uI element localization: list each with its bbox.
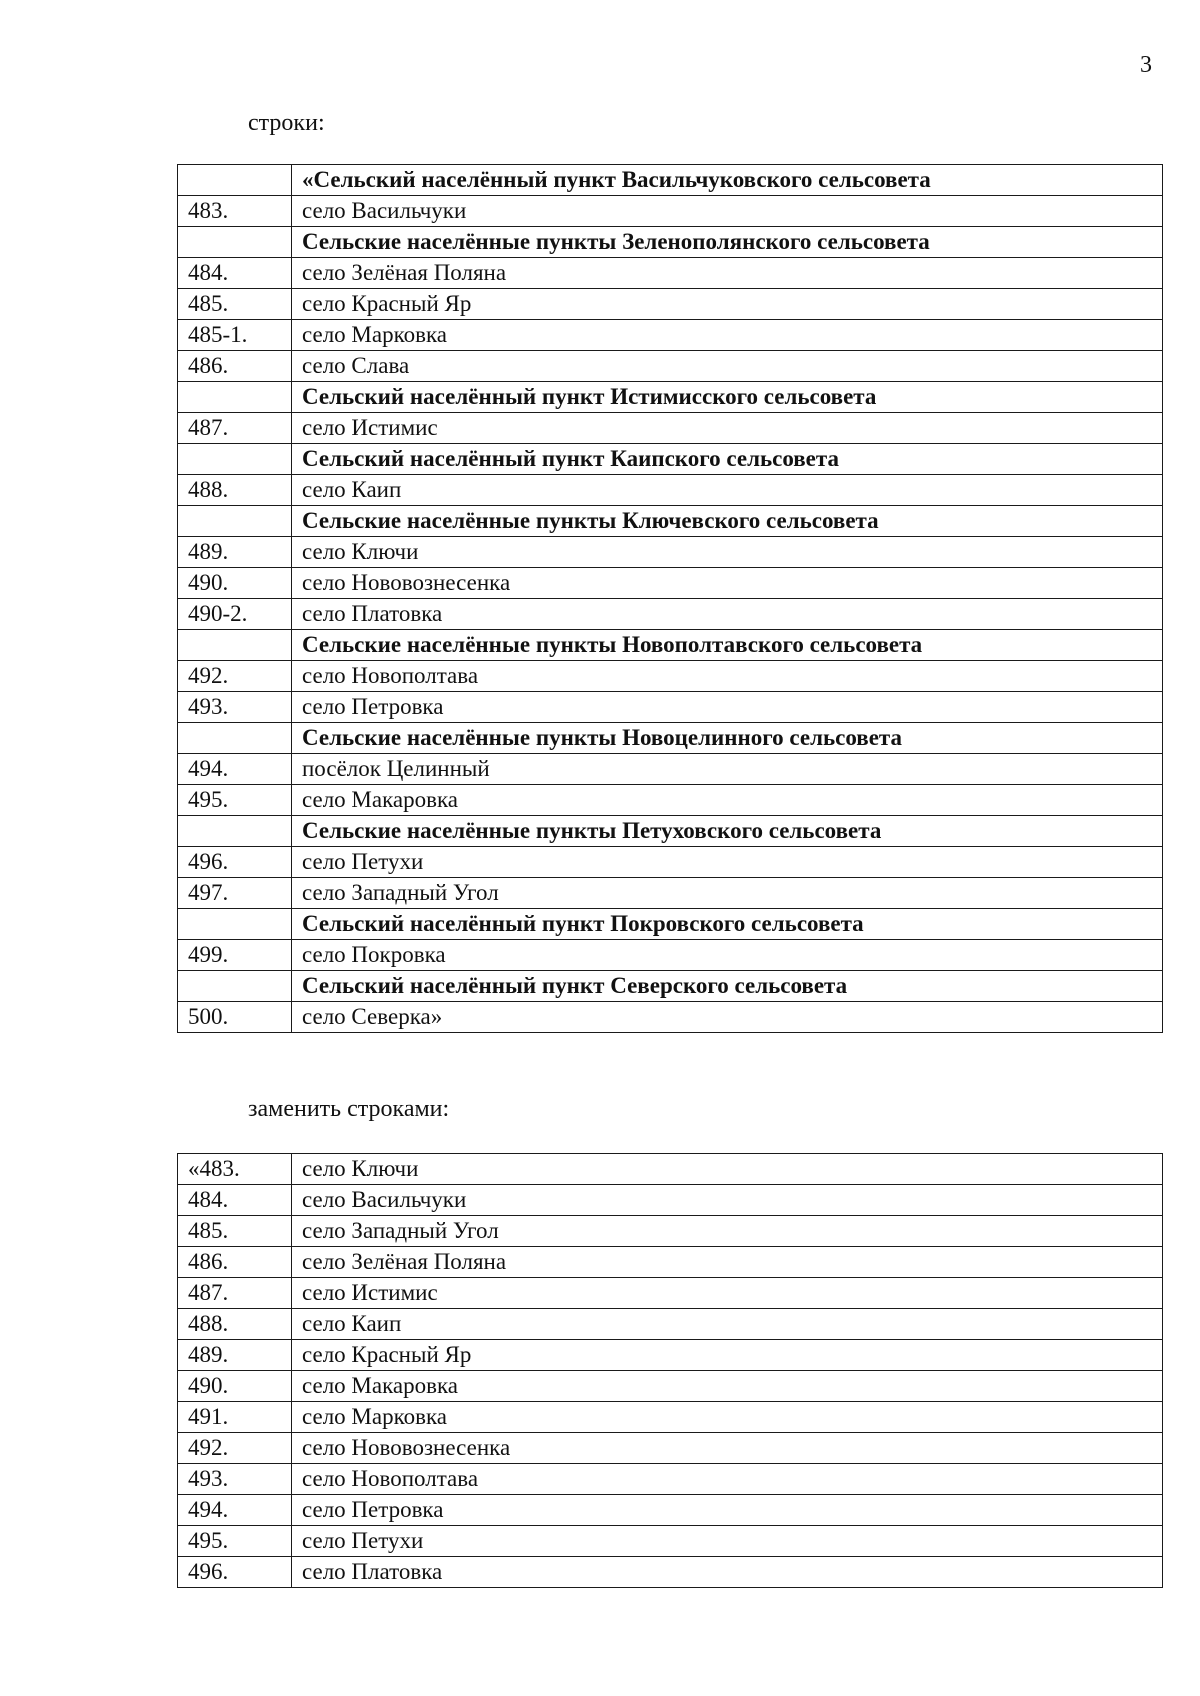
group-heading-cell: Сельский населённый пункт Покровского сельсовета [292, 909, 1163, 940]
settlement-name-cell: село Нововознесенка [292, 568, 1163, 599]
table-row [178, 1526, 1163, 1557]
table-row [178, 1433, 1163, 1464]
row-number-cell: 492. [178, 1433, 292, 1464]
row-number-cell [178, 227, 292, 258]
table-row [178, 1557, 1163, 1588]
settlement-name-cell: село Истимис [292, 1278, 1163, 1309]
table-row [178, 1247, 1163, 1278]
settlement-name-cell: село Каип [292, 1309, 1163, 1340]
row-number-cell: 485. [178, 1216, 292, 1247]
settlement-name-cell: село Петухи [292, 847, 1163, 878]
row-number-cell [178, 909, 292, 940]
row-number-cell: 486. [178, 351, 292, 382]
row-number-cell [178, 971, 292, 1002]
table-row [178, 413, 1163, 444]
settlement-name-cell: село Ключи [292, 537, 1163, 568]
table-row [178, 1185, 1163, 1216]
table-row [178, 692, 1163, 723]
settlement-name-cell: село Марковка [292, 320, 1163, 351]
intro-label: строки: [248, 110, 325, 136]
group-heading-cell: Сельский населённый пункт Северского сельсовета [292, 971, 1163, 1002]
row-number-cell [178, 444, 292, 475]
row-number-cell: 494. [178, 754, 292, 785]
row-number-cell [178, 506, 292, 537]
table-group-row [178, 444, 1163, 475]
row-number-cell: 493. [178, 1464, 292, 1495]
group-heading-cell: Сельские населённые пункты Новополтавского сельсовета [292, 630, 1163, 661]
table-row [178, 475, 1163, 506]
row-number-cell: 492. [178, 661, 292, 692]
settlement-name-cell: село Новополтава [292, 1464, 1163, 1495]
row-number-cell: 489. [178, 537, 292, 568]
row-number-cell: 487. [178, 413, 292, 444]
settlement-name-cell: село Новополтава [292, 661, 1163, 692]
table-group-row [178, 723, 1163, 754]
new-rows-table [177, 1153, 1163, 1588]
row-number-cell: 485-1. [178, 320, 292, 351]
settlement-name-cell: посёлок Целинный [292, 754, 1163, 785]
table-row [178, 1216, 1163, 1247]
row-number-cell: 500. [178, 1002, 292, 1033]
table-group-row [178, 971, 1163, 1002]
table-row [178, 878, 1163, 909]
table-row [178, 847, 1163, 878]
settlement-name-cell: село Западный Угол [292, 878, 1163, 909]
group-heading-cell: Сельские населённые пункты Ключевского сельсовета [292, 506, 1163, 537]
table-row [178, 1154, 1163, 1185]
row-number-cell: 488. [178, 475, 292, 506]
table-row [178, 940, 1163, 971]
settlement-name-cell: село Западный Угол [292, 1216, 1163, 1247]
row-number-cell: «483. [178, 1154, 292, 1185]
table-row [178, 1340, 1163, 1371]
settlement-name-cell: село Каип [292, 475, 1163, 506]
table-row [178, 258, 1163, 289]
row-number-cell: 491. [178, 1402, 292, 1433]
table-row [178, 1402, 1163, 1433]
table-row [178, 537, 1163, 568]
table-row [178, 754, 1163, 785]
table-group-row [178, 165, 1163, 196]
row-number-cell: 483. [178, 196, 292, 227]
settlement-name-cell: село Петухи [292, 1526, 1163, 1557]
table-row [178, 599, 1163, 630]
row-number-cell: 496. [178, 847, 292, 878]
table-row [178, 351, 1163, 382]
table-row [178, 320, 1163, 351]
settlement-name-cell: село Марковка [292, 1402, 1163, 1433]
row-number-cell: 493. [178, 692, 292, 723]
group-heading-cell: Сельский населённый пункт Истимисского сельсовета [292, 382, 1163, 413]
table-row [178, 1309, 1163, 1340]
table-group-row [178, 382, 1163, 413]
table-row [178, 1371, 1163, 1402]
row-number-cell [178, 382, 292, 413]
group-heading-cell: Сельский населённый пункт Каипского сельсовета [292, 444, 1163, 475]
settlement-name-cell: село Ключи [292, 1154, 1163, 1185]
settlement-name-cell: село Петровка [292, 1495, 1163, 1526]
row-number-cell [178, 723, 292, 754]
table-group-row [178, 227, 1163, 258]
page-number: 3 [1140, 52, 1152, 78]
replace-label: заменить строками: [248, 1096, 450, 1122]
settlement-name-cell: село Зелёная Поляна [292, 258, 1163, 289]
row-number-cell: 496. [178, 1557, 292, 1588]
group-heading-cell: Сельские населённые пункты Зеленополянского сельсовета [292, 227, 1163, 258]
row-number-cell [178, 630, 292, 661]
settlement-name-cell: село Северка» [292, 1002, 1163, 1033]
table-row [178, 568, 1163, 599]
settlement-name-cell: село Слава [292, 351, 1163, 382]
settlement-name-cell: село Макаровка [292, 1371, 1163, 1402]
settlement-name-cell: село Истимис [292, 413, 1163, 444]
table-group-row [178, 816, 1163, 847]
settlement-name-cell: село Зелёная Поляна [292, 1247, 1163, 1278]
settlement-name-cell: село Платовка [292, 1557, 1163, 1588]
row-number-cell: 488. [178, 1309, 292, 1340]
settlement-name-cell: село Макаровка [292, 785, 1163, 816]
group-heading-cell: Сельские населённые пункты Петуховского сельсовета [292, 816, 1163, 847]
settlement-name-cell: село Платовка [292, 599, 1163, 630]
settlement-name-cell: село Покровка [292, 940, 1163, 971]
table-row [178, 196, 1163, 227]
row-number-cell [178, 165, 292, 196]
old-rows-table [177, 164, 1163, 1033]
row-number-cell: 494. [178, 1495, 292, 1526]
settlement-name-cell: село Нововознесенка [292, 1433, 1163, 1464]
settlement-name-cell: село Петровка [292, 692, 1163, 723]
row-number-cell: 495. [178, 1526, 292, 1557]
row-number-cell: 484. [178, 258, 292, 289]
table-group-row [178, 630, 1163, 661]
settlement-name-cell: село Васильчуки [292, 1185, 1163, 1216]
table-row [178, 1002, 1163, 1033]
table-row [178, 785, 1163, 816]
row-number-cell: 487. [178, 1278, 292, 1309]
row-number-cell [178, 816, 292, 847]
old-rows-body [178, 165, 1163, 1033]
settlement-name-cell: село Васильчуки [292, 196, 1163, 227]
table-group-row [178, 506, 1163, 537]
row-number-cell: 499. [178, 940, 292, 971]
table-row [178, 1464, 1163, 1495]
row-number-cell: 490-2. [178, 599, 292, 630]
table-row [178, 1495, 1163, 1526]
table-row [178, 289, 1163, 320]
row-number-cell: 489. [178, 1340, 292, 1371]
settlement-name-cell: село Красный Яр [292, 1340, 1163, 1371]
row-number-cell: 486. [178, 1247, 292, 1278]
settlement-name-cell: село Красный Яр [292, 289, 1163, 320]
table-row [178, 1278, 1163, 1309]
row-number-cell: 490. [178, 568, 292, 599]
row-number-cell: 490. [178, 1371, 292, 1402]
row-number-cell: 484. [178, 1185, 292, 1216]
table-group-row [178, 909, 1163, 940]
group-heading-cell: Сельские населённые пункты Новоцелинного сельсовета [292, 723, 1163, 754]
new-rows-body [178, 1154, 1163, 1588]
row-number-cell: 497. [178, 878, 292, 909]
row-number-cell: 485. [178, 289, 292, 320]
group-heading-cell: «Сельский населённый пункт Васильчуковского сельсовета [292, 165, 1163, 196]
row-number-cell: 495. [178, 785, 292, 816]
table-row [178, 661, 1163, 692]
